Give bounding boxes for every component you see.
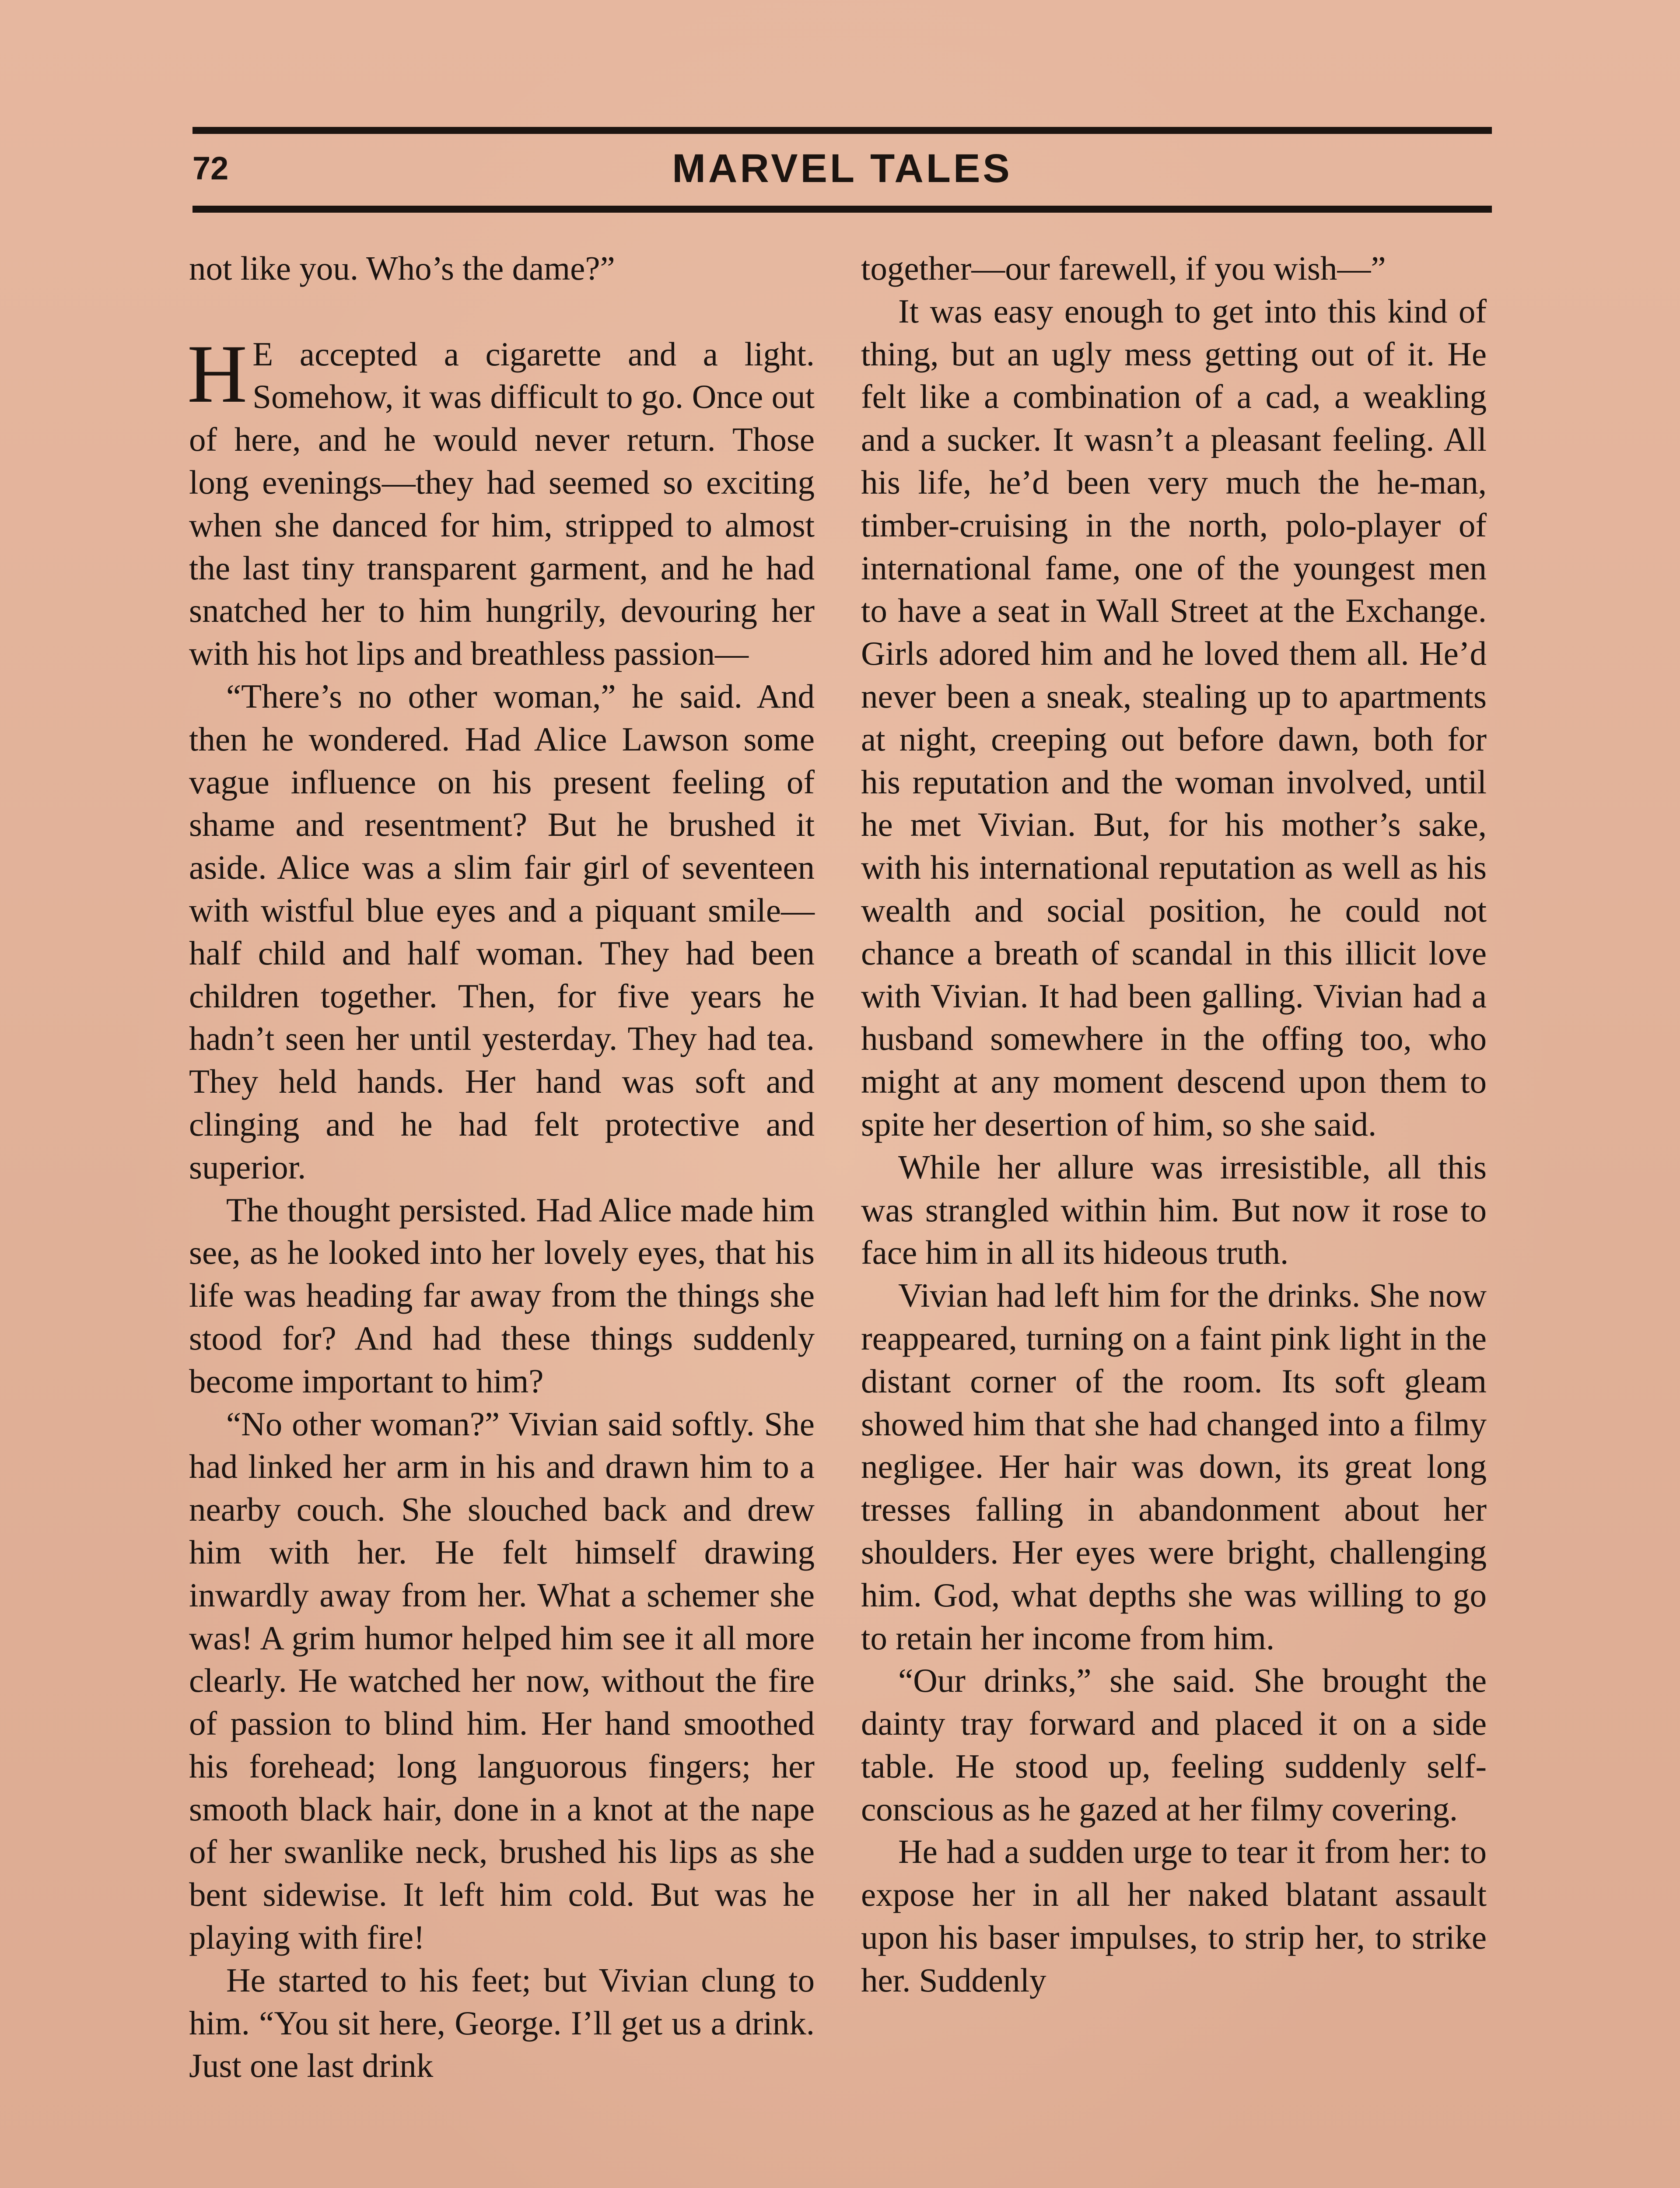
- paragraph: “There’s no other woman,” he said. And then he wondered. Had Alice Lawson some vague influence on his present feeling of shame and resentment? But he brushed it aside. Alice was a slim fair girl of seventeen with wistful blue eyes and a piquant smile—half child and half woman. They had been children together. Then, for five years he hadn’t seen her until yesterday. They had tea. They held hands. Her hand was soft and clinging and he had felt protective and superior.: [189, 677, 815, 1186]
- paragraph: “Our drinks,” she said. She brought the dainty tray forward and placed it on a side table. He stood up, feeling suddenly self-conscious as he gazed at her filmy covering.: [861, 1662, 1487, 1828]
- paragraph: not like you. Who’s the dame?”: [189, 249, 615, 287]
- paragraph: He had a sudden urge to tear it from her: to expose her in all her naked blatant assault upon his baser impulses, to strip her, to strike her. Suddenly: [861, 1833, 1487, 1999]
- paragraph: He started to his feet; but Vivian clung to him. “You sit here, George. I’ll get us a drink. Just one last drink: [189, 1961, 815, 2085]
- running-title: MARVEL TALES: [672, 146, 1012, 191]
- right-text-column: [861, 247, 1487, 2002]
- paragraph: Vivian had left him for the drinks. She now reappeared, turning on a faint pink light in the distant corner of the room. Its soft gleam showed him that she had changed into a filmy negligee. Her hair was down, its great long tresses falling in abandonment about her shoulders. Her eyes were bright, challenging him. God, what depths she was willing to go to retain her income from him.: [861, 1276, 1487, 1657]
- header-bottom-rule: [192, 206, 1492, 213]
- drop-cap: H: [187, 328, 248, 420]
- left-text-column: [189, 247, 815, 2087]
- header-top-rule: [192, 127, 1492, 134]
- paragraph-with-dropcap: [187, 328, 815, 675]
- paragraph: The thought persisted. Had Alice made him see, as he looked into her lovely eyes, that his life was heading far away from the things she stood for? And had these things suddenly become important to him?: [189, 1191, 815, 1400]
- paragraph: “No other woman?” Vivian said softly. She had linked her arm in his and drawn him to a nearby couch. She slouched back and drew him with her. He felt himself drawing inwardly away from her. What a schemer she was! A grim humor helped him see it all more clearly. He watched her now, without the fire of passion to blind him. Her hand smoothed his forehead; long languorous fingers; her smooth black hair, done in a knot at the nape of her swanlike neck, brushed his lips as she bent sidewise. It left him cold. But was he playing with fire!: [189, 1405, 815, 1957]
- paragraph: together—our farewell, if you wish—”: [861, 249, 1386, 287]
- paragraph: While her allure was irresistible, all this was strangled within him. But now it rose to face him in all its hideous truth.: [861, 1148, 1487, 1272]
- page-number: 72: [192, 150, 229, 186]
- paragraph-text: E accepted a cigarette and a light. Somehow, it was difficult to go. Once out of here, and he would never return. Those long evenings—they had seemed so exciting when she danced for him, stripped to almost the last tiny transparent garment, and he had snatched her to him hungrily, devouring her with his hot lips and breathless passion—: [189, 335, 815, 673]
- paragraph: It was easy enough to get into this kind of thing, but an ugly mess getting out of it. He felt like a combination of a cad, a weakling and a sucker. It wasn’t a pleasant feeling. All his life, he’d been very much the he-man, timber-cruising in the north, polo-player of international fame, one of the youngest men to have a seat in Wall Street at the Exchange. Girls adored him and he loved them all. He’d never been a sneak, stealing up to apartments at night, creeping out before dawn, both for his reputation and the woman involved, until he met Vivian. But, for his mother’s sake, with his international reputation as well as his wealth and social position, he could not chance a breath of scandal in this illicit love with Vivian. It had been galling. Vivian had a husband somewhere in the offing too, who might at any moment descend upon them to spite her desertion of him, so she said.: [861, 292, 1487, 1143]
